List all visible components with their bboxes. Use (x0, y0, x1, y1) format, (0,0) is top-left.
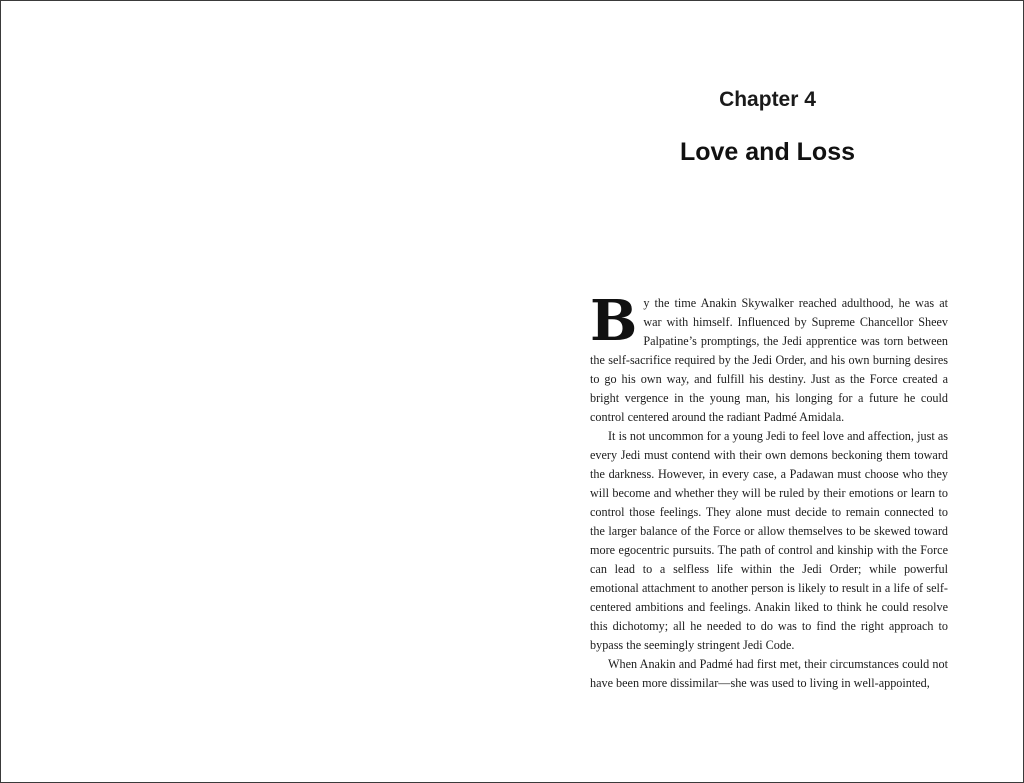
paragraph-2: It is not uncommon for a young Jedi to feel love and affection, just as every Jedi must contend with their own demons beckoning them toward the darkness. However, in every case, a Padawan must choose who they will become and whether they will be ruled by their emotions or learn to control those feelings. They alone must decide to remain connected to the larger balance of the Force or allow themselves to be skewed toward more egocentric pursuits. The path of control and kinship with the Force can lead to a selfless life within the Jedi Order; while powerful emotional attachment to another person is likely to result in a life of self-centered ambitions and feelings. Anakin liked to think he could resolve this dichotomy; all he needed to do was to find the right approach to bypass the seemingly stringent Jedi Code. (590, 429, 948, 652)
chapter-number: Chapter 4 (719, 88, 816, 111)
chapter-body (590, 288, 948, 693)
paragraph-1 (590, 288, 948, 427)
chapter-title: Love and Loss (679, 138, 856, 166)
right-page (512, 1, 1023, 782)
paragraph-1-text: y the time Anakin Skywalker reached adulthood, he was at war with himself. Influenced by Supreme Chancellor Sheev Palpatine’s promptings, the Jedi apprentice was torn between the self-sacrifice required by the Jedi Order, and his own burning desires to go his own way, and fulfill his destiny. Just as the Force created a bright vergence in the young man, his longing for a future he could control centered around the radiant Padmé Amidala. (590, 296, 948, 424)
drop-cap: B (590, 288, 638, 354)
paragraph-3: When Anakin and Padmé had first met, their circumstances could not have been more dissimilar—she was used to living in well-appointed, (590, 657, 948, 690)
left-page-blank (1, 1, 512, 782)
